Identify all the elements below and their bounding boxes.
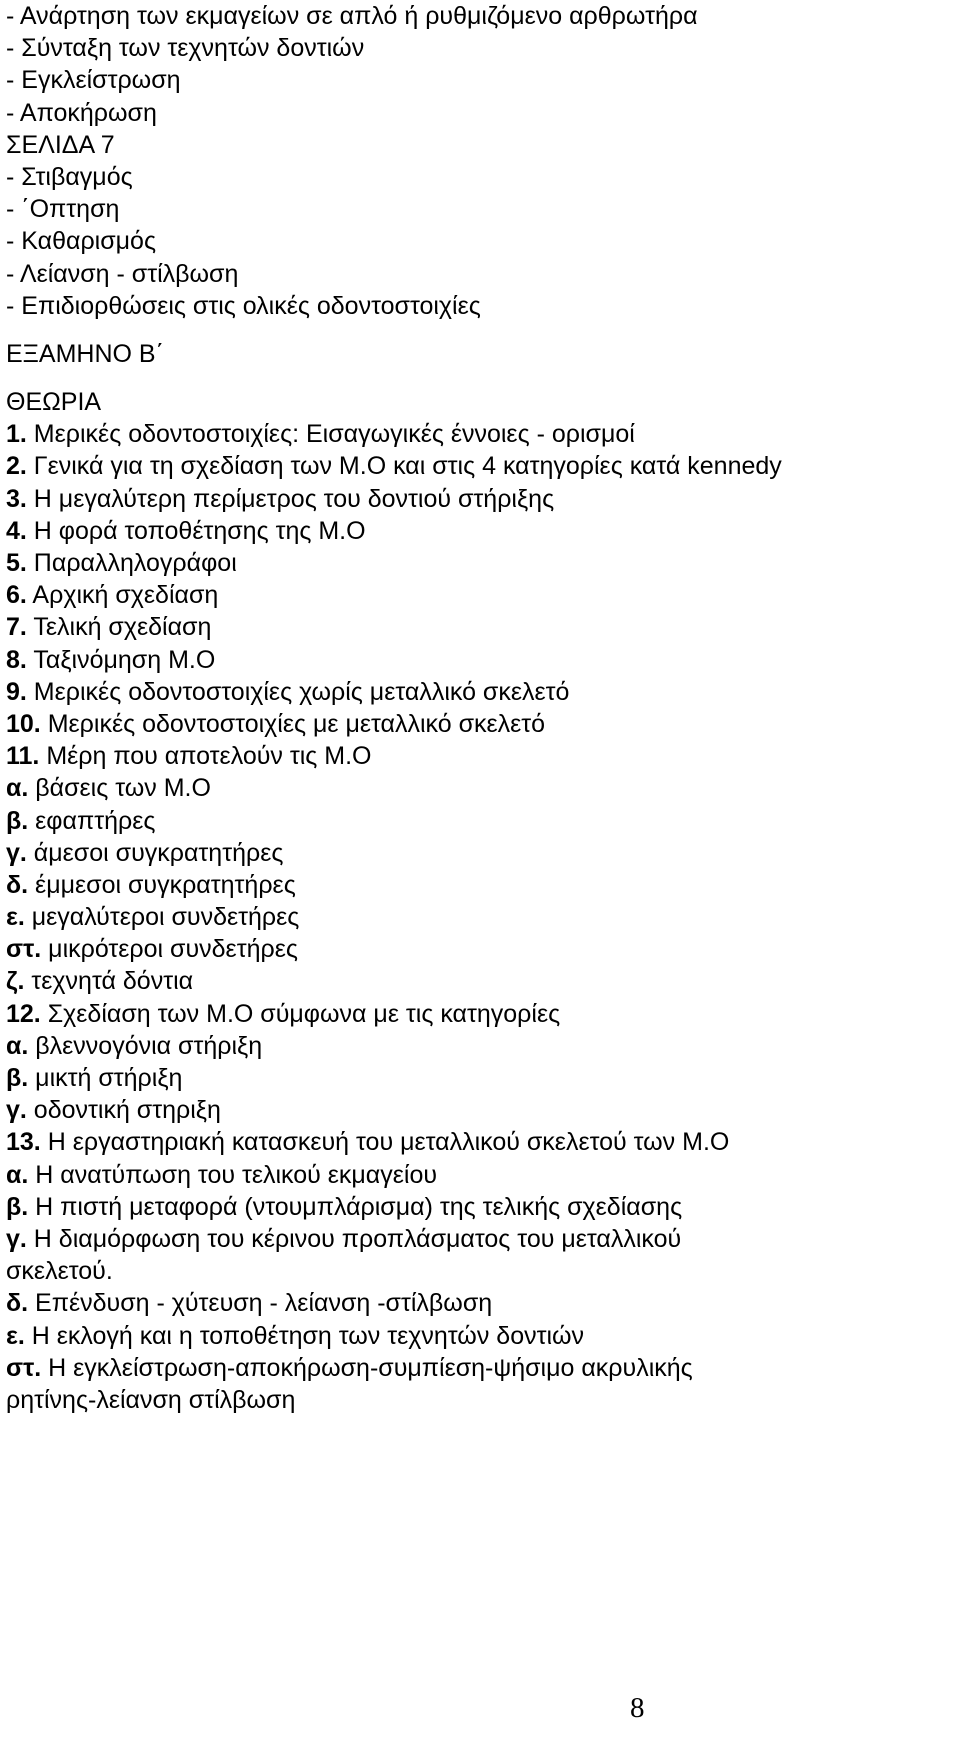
spacer bbox=[6, 322, 954, 338]
list-item-text: Μερικές οδοντοστοιχίες με μεταλλικό σκελετό bbox=[40, 709, 546, 738]
list-item bbox=[6, 965, 954, 997]
intro-list bbox=[6, 0, 954, 322]
list-item bbox=[6, 1320, 954, 1352]
list-item-number: 3. bbox=[6, 484, 27, 513]
list-item bbox=[6, 547, 954, 579]
list-item-text: Τελική σχεδίαση bbox=[26, 613, 212, 642]
list-item-text: Η ανατύπωση του τελικού εκμαγείου bbox=[28, 1160, 438, 1189]
list-item-text: Επένδυση - χύτευση - λείανση -στίλβωση bbox=[28, 1289, 493, 1318]
spacer bbox=[6, 370, 954, 386]
intro-line: - Επιδιορθώσεις στις ολικές οδοντοστοιχίες bbox=[6, 291, 481, 320]
list-item-text: οδοντική στηριξη bbox=[26, 1096, 221, 1125]
list-item-number: στ. bbox=[6, 1353, 42, 1382]
list-item bbox=[6, 1287, 954, 1319]
list-item-text: σκελετού. bbox=[6, 1257, 113, 1286]
list-item-text: Η εργαστηριακή κατασκευή του μεταλλικού σκελετού των Μ.Ο bbox=[40, 1128, 730, 1157]
list-item-number: β. bbox=[6, 1192, 29, 1221]
list-item bbox=[6, 579, 954, 611]
list-item bbox=[6, 708, 954, 740]
intro-line: - Καθαρισμός bbox=[6, 227, 157, 256]
list-item-number: ε. bbox=[6, 1321, 25, 1350]
list-item-text: Αρχική σχεδίαση bbox=[26, 581, 219, 610]
list-item-text: Η διαμόρφωση του κέρινου προπλάσματος του μεταλλικού bbox=[26, 1224, 682, 1253]
list-item-number: α. bbox=[6, 774, 29, 803]
list-item bbox=[6, 1030, 954, 1062]
list-item bbox=[6, 418, 954, 450]
list-item bbox=[6, 901, 954, 933]
list-item-text: μεγαλύτεροι συνδετήρες bbox=[24, 903, 300, 932]
list-item bbox=[6, 644, 954, 676]
list-item-text: Μέρη που αποτελούν τις Μ.Ο bbox=[39, 742, 372, 771]
list-item-number: 6. bbox=[6, 581, 27, 610]
list-item bbox=[6, 1126, 954, 1158]
list-item-text: μικτή στήριξη bbox=[28, 1064, 183, 1092]
list-item-number: 8. bbox=[6, 645, 27, 674]
intro-line: - Λείανση - στίλβωση bbox=[6, 259, 239, 288]
list-item bbox=[6, 1255, 954, 1287]
list-item bbox=[6, 869, 954, 901]
list-item bbox=[6, 1094, 954, 1126]
theory-heading: ΘΕΩΡΙΑ bbox=[6, 388, 102, 417]
list-item-number: 9. bbox=[6, 677, 27, 706]
list-item-text: Η εγκλείστρωση-αποκήρωση-συμπίεση-ψήσιμο ακρυλικής bbox=[41, 1353, 693, 1382]
list-item-text: βλεννογόνια στήριξη bbox=[28, 1031, 263, 1060]
list-item-text: Μερικές οδοντοστοιχίες: Εισαγωγικές έννοιες - ορισμοί bbox=[26, 420, 635, 449]
list-item bbox=[6, 676, 954, 708]
list-item-text: ρητίνης-λείανση στίλβωση bbox=[6, 1385, 296, 1414]
list-item-text: έμμεσοι συγκρατητήρες bbox=[28, 870, 296, 899]
intro-line: - ΄Οπτηση bbox=[6, 195, 120, 224]
list-item bbox=[6, 611, 954, 643]
list-item-number: στ. bbox=[6, 935, 42, 964]
list-item-text: μικρότεροι συνδετήρες bbox=[41, 935, 298, 964]
list-item-number: ζ. bbox=[6, 967, 25, 996]
list-item-text: Η φορά τοποθέτησης της Μ.Ο bbox=[26, 516, 366, 545]
list-item-number: 4. bbox=[6, 516, 27, 545]
intro-line: - Σύνταξη των τεχνητών δοντιών bbox=[6, 34, 365, 63]
list-item-number: α. bbox=[6, 1031, 29, 1060]
list-item-number: γ. bbox=[6, 1096, 27, 1125]
intro-line: - Αποκήρωση bbox=[6, 98, 157, 127]
list-item-text: Παραλληλογράφοι bbox=[26, 549, 237, 577]
list-item-number: β. bbox=[6, 1064, 29, 1092]
intro-line: - Εγκλείστρωση bbox=[6, 66, 181, 95]
list-item bbox=[6, 483, 954, 515]
list-item-number: 7. bbox=[6, 613, 27, 642]
list-item-number: 11. bbox=[6, 742, 40, 771]
list-item-text: άμεσοι συγκρατητήρες bbox=[26, 838, 284, 867]
list-item-text: Ταξινόμηση Μ.Ο bbox=[26, 645, 216, 674]
list-item-number: 2. bbox=[6, 452, 27, 481]
list-item-number: 1. bbox=[6, 420, 27, 449]
intro-line: - Στιβαγμός bbox=[6, 162, 133, 191]
list-item bbox=[6, 740, 954, 772]
list-item bbox=[6, 1159, 954, 1191]
page-content bbox=[6, 0, 954, 1416]
list-item-text: βάσεις των Μ.Ο bbox=[28, 774, 211, 803]
list-item bbox=[6, 1062, 954, 1094]
semester-heading: ΕΞΑΜΗΝΟ Β΄ bbox=[6, 339, 164, 368]
list-item-text: Μερικές οδοντοστοιχίες χωρίς μεταλλικό σκελετό bbox=[26, 677, 570, 706]
list-item bbox=[6, 1384, 954, 1416]
page-number: 8 bbox=[630, 1692, 645, 1724]
list-item bbox=[6, 933, 954, 965]
list-item-text: Σχεδίαση των Μ.Ο σύμφωνα με τις κατηγορίες bbox=[40, 999, 561, 1028]
list-item-number: β. bbox=[6, 806, 29, 835]
theory-list bbox=[6, 418, 954, 1416]
list-item-text: Η πιστή μεταφορά (ντουμπλάρισμα) της τελικής σχεδίασης bbox=[28, 1192, 683, 1221]
list-item bbox=[6, 450, 954, 482]
list-item-number: 5. bbox=[6, 549, 27, 577]
list-item bbox=[6, 772, 954, 804]
intro-line: ΣΕΛΙΔΑ 7 bbox=[6, 130, 115, 159]
list-item-number: δ. bbox=[6, 870, 29, 899]
list-item bbox=[6, 1352, 954, 1384]
list-item bbox=[6, 515, 954, 547]
intro-line: - Ανάρτηση των εκμαγείων σε απλό ή ρυθμιζόμενο αρθρωτήρα bbox=[6, 2, 698, 30]
list-item-number: δ. bbox=[6, 1289, 29, 1318]
list-item-number: ε. bbox=[6, 903, 25, 932]
list-item-text: Γενικά για τη σχεδίαση των Μ.Ο και στις 4 κατηγορίες κατά kennedy bbox=[26, 452, 782, 481]
list-item-number: γ. bbox=[6, 1224, 27, 1253]
list-item-number: α. bbox=[6, 1160, 29, 1189]
list-item-text: εφαπτήρες bbox=[28, 806, 156, 835]
list-item-text: Η εκλογή και η τοποθέτηση των τεχνητών δοντιών bbox=[24, 1321, 585, 1350]
list-item-text: τεχνητά δόντια bbox=[24, 967, 194, 996]
list-item bbox=[6, 998, 954, 1030]
list-item-number: 12. bbox=[6, 999, 41, 1028]
list-item bbox=[6, 805, 954, 837]
list-item-number: 13. bbox=[6, 1128, 41, 1157]
list-item-number: 10. bbox=[6, 709, 41, 738]
list-item bbox=[6, 1191, 954, 1223]
list-item bbox=[6, 1223, 954, 1255]
list-item bbox=[6, 837, 954, 869]
list-item-number: γ. bbox=[6, 838, 27, 867]
list-item-text: Η μεγαλύτερη περίμετρος του δοντιού στήριξης bbox=[26, 484, 555, 513]
